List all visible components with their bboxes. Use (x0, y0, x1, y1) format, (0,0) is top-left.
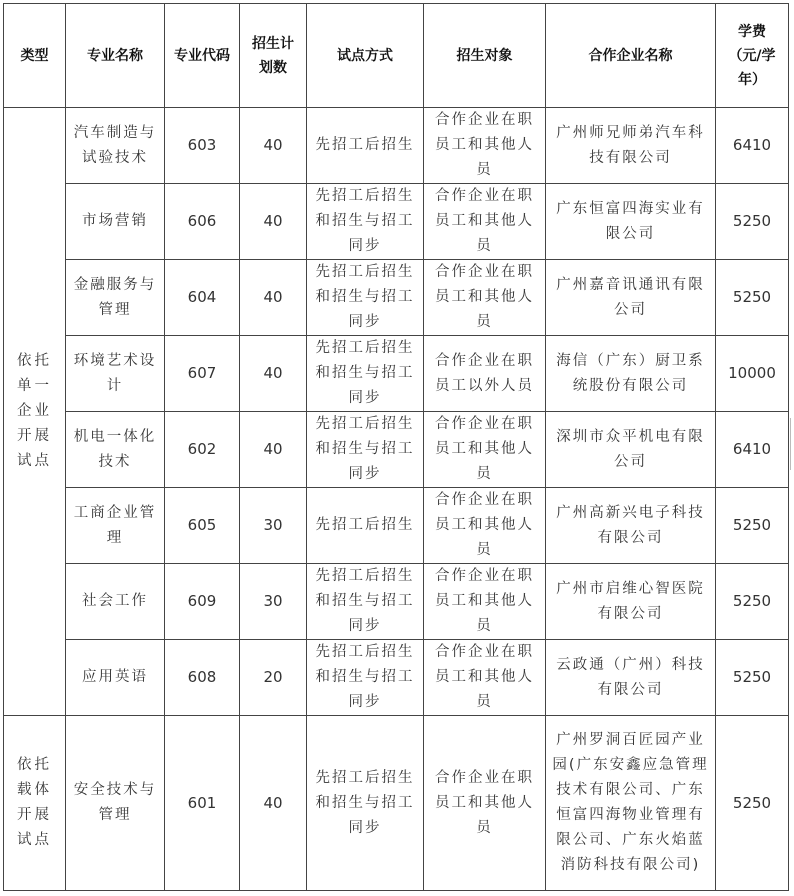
target-cell: 合作企业在职员工和其他人员 (424, 184, 546, 260)
major-cell: 应用英语 (66, 640, 165, 716)
mode-cell: 先招工后招生和招生与招工同步 (307, 564, 424, 640)
fee-cell: 5250 (716, 260, 789, 336)
major-cell: 市场营销 (66, 184, 165, 260)
code-cell: 605 (165, 488, 240, 564)
type-cell: 依托载体开展试点 (4, 716, 66, 891)
target-cell: 合作企业在职员工和其他人员 (424, 108, 546, 184)
plan-cell: 30 (240, 488, 307, 564)
table-row (4, 184, 789, 260)
mode-cell: 先招工后招生和招生与招工同步 (307, 260, 424, 336)
code-cell: 604 (165, 260, 240, 336)
fee-cell: 5250 (716, 488, 789, 564)
table-row (4, 336, 789, 412)
fee-cell: 6410 (716, 108, 789, 184)
company-cell: 深圳市众平机电有限公司 (546, 412, 716, 488)
major-cell: 汽车制造与试验技术 (66, 108, 165, 184)
plan-cell: 40 (240, 336, 307, 412)
enrollment-table (3, 3, 789, 891)
table-row (4, 716, 789, 891)
header-major: 专业名称 (66, 4, 165, 108)
header-target: 招生对象 (424, 4, 546, 108)
table-row (4, 108, 789, 184)
company-cell: 广东恒富四海实业有限公司 (546, 184, 716, 260)
plan-cell: 40 (240, 412, 307, 488)
fee-cell: 10000 (716, 336, 789, 412)
type-cell: 依托单一企业开展试点 (4, 108, 66, 716)
mode-cell: 先招工后招生和招生与招工同步 (307, 640, 424, 716)
target-cell: 合作企业在职员工和其他人员 (424, 716, 546, 891)
table-row (4, 488, 789, 564)
code-cell: 602 (165, 412, 240, 488)
company-cell: 广州罗洞百匠园产业园(广东安鑫应急管理技术有限公司、广东恒富四海物业管理有限公司、广东火焰蓝消防科技有限公司) (546, 716, 716, 891)
code-cell: 601 (165, 716, 240, 891)
major-cell: 安全技术与管理 (66, 716, 165, 891)
code-cell: 607 (165, 336, 240, 412)
mode-cell: 先招工后招生和招生与招工同步 (307, 336, 424, 412)
target-cell: 合作企业在职员工和其他人员 (424, 260, 546, 336)
plan-cell: 40 (240, 716, 307, 891)
fee-cell: 5250 (716, 716, 789, 891)
plan-cell: 40 (240, 108, 307, 184)
major-cell: 环境艺术设计 (66, 336, 165, 412)
major-cell: 机电一体化技术 (66, 412, 165, 488)
company-cell: 广州高新兴电子科技有限公司 (546, 488, 716, 564)
company-cell: 广州嘉音讯通讯有限公司 (546, 260, 716, 336)
company-cell: 广州师兄师弟汽车科技有限公司 (546, 108, 716, 184)
company-cell: 云政通（广州）科技有限公司 (546, 640, 716, 716)
plan-cell: 30 (240, 564, 307, 640)
table-row (4, 260, 789, 336)
plan-cell: 20 (240, 640, 307, 716)
fee-cell: 6410 (716, 412, 789, 488)
target-cell: 合作企业在职员工和其他人员 (424, 564, 546, 640)
code-cell: 603 (165, 108, 240, 184)
major-cell: 社会工作 (66, 564, 165, 640)
table-row (4, 564, 789, 640)
company-cell: 广州市启维心智医院有限公司 (546, 564, 716, 640)
edge-mark (790, 418, 794, 470)
mode-cell: 先招工后招生和招生与招工同步 (307, 184, 424, 260)
fee-cell: 5250 (716, 564, 789, 640)
table-row (4, 412, 789, 488)
header-plan: 招生计划数 (240, 4, 307, 108)
major-cell: 金融服务与管理 (66, 260, 165, 336)
target-cell: 合作企业在职员工和其他人员 (424, 412, 546, 488)
plan-cell: 40 (240, 260, 307, 336)
table-row (4, 640, 789, 716)
code-cell: 608 (165, 640, 240, 716)
target-cell: 合作企业在职员工以外人员 (424, 336, 546, 412)
target-cell: 合作企业在职员工和其他人员 (424, 640, 546, 716)
plan-cell: 40 (240, 184, 307, 260)
header-row (4, 4, 789, 108)
header-code: 专业代码 (165, 4, 240, 108)
target-cell: 合作企业在职员工和其他人员 (424, 488, 546, 564)
header-fee: 学费（元/学年） (716, 4, 789, 108)
mode-cell: 先招工后招生和招生与招工同步 (307, 412, 424, 488)
header-company: 合作企业名称 (546, 4, 716, 108)
fee-cell: 5250 (716, 640, 789, 716)
mode-cell: 先招工后招生 (307, 108, 424, 184)
company-cell: 海信（广东）厨卫系统股份有限公司 (546, 336, 716, 412)
mode-cell: 先招工后招生 (307, 488, 424, 564)
code-cell: 606 (165, 184, 240, 260)
code-cell: 609 (165, 564, 240, 640)
major-cell: 工商企业管理 (66, 488, 165, 564)
header-mode: 试点方式 (307, 4, 424, 108)
header-type: 类型 (4, 4, 66, 108)
mode-cell: 先招工后招生和招生与招工同步 (307, 716, 424, 891)
fee-cell: 5250 (716, 184, 789, 260)
